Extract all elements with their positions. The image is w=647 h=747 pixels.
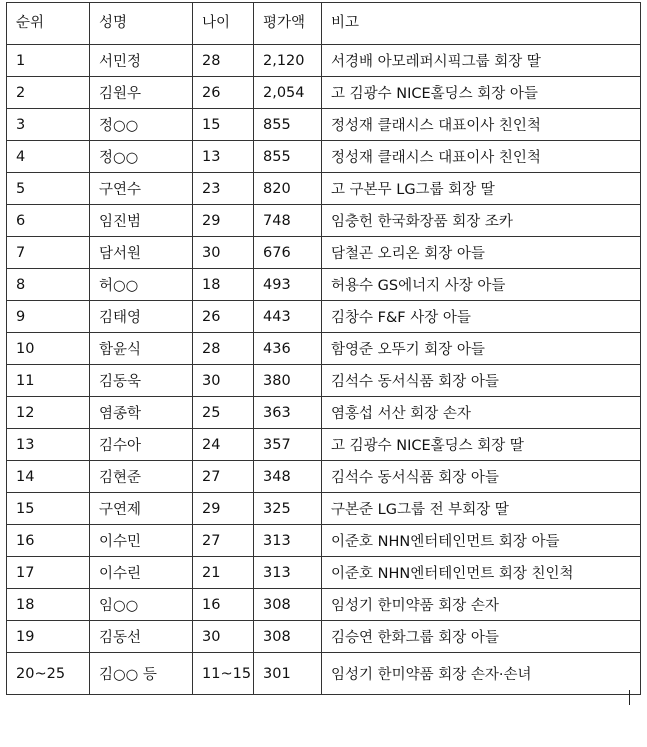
cell-name: 김수아 bbox=[90, 429, 193, 461]
cell-name: 김○○ 등 bbox=[90, 653, 193, 695]
cell-note: 김석수 동서식품 회장 아들 bbox=[322, 461, 641, 493]
cell-rank: 17 bbox=[7, 557, 90, 589]
cell-value: 325 bbox=[254, 493, 322, 525]
table-row bbox=[7, 77, 641, 109]
cell-name: 정○○ bbox=[90, 141, 193, 173]
cell-note: 임충헌 한국화장품 회장 조카 bbox=[322, 205, 641, 237]
cell-rank: 20~25 bbox=[7, 653, 90, 695]
cell-rank: 14 bbox=[7, 461, 90, 493]
cell-note: 고 김광수 NICE홀딩스 회장 딸 bbox=[322, 429, 641, 461]
header-value: 평가액 bbox=[254, 3, 322, 45]
cell-value: 308 bbox=[254, 589, 322, 621]
cell-age: 30 bbox=[193, 237, 254, 269]
cell-rank: 19 bbox=[7, 621, 90, 653]
cell-rank: 8 bbox=[7, 269, 90, 301]
cell-age: 28 bbox=[193, 45, 254, 77]
cell-note: 임성기 한미약품 회장 손자 bbox=[322, 589, 641, 621]
cell-name: 염종학 bbox=[90, 397, 193, 429]
table-row bbox=[7, 589, 641, 621]
cell-value: 363 bbox=[254, 397, 322, 429]
cell-value: 443 bbox=[254, 301, 322, 333]
cell-age: 30 bbox=[193, 621, 254, 653]
cell-name: 임○○ bbox=[90, 589, 193, 621]
cell-rank: 15 bbox=[7, 493, 90, 525]
cell-name: 이수린 bbox=[90, 557, 193, 589]
cell-age: 11~15 bbox=[193, 653, 254, 695]
cell-age: 13 bbox=[193, 141, 254, 173]
cell-age: 26 bbox=[193, 301, 254, 333]
table-row bbox=[7, 109, 641, 141]
ranking-table bbox=[6, 2, 641, 695]
cell-rank: 1 bbox=[7, 45, 90, 77]
table-row bbox=[7, 397, 641, 429]
cell-name: 김동욱 bbox=[90, 365, 193, 397]
cell-note: 허용수 GS에너지 사장 아들 bbox=[322, 269, 641, 301]
cell-age: 16 bbox=[193, 589, 254, 621]
cell-rank: 6 bbox=[7, 205, 90, 237]
cell-name: 서민정 bbox=[90, 45, 193, 77]
cell-name: 김동선 bbox=[90, 621, 193, 653]
table-row bbox=[7, 237, 641, 269]
cell-value: 357 bbox=[254, 429, 322, 461]
cell-rank: 7 bbox=[7, 237, 90, 269]
cell-age: 18 bbox=[193, 269, 254, 301]
cell-name: 이수민 bbox=[90, 525, 193, 557]
cell-name: 김태영 bbox=[90, 301, 193, 333]
table-header bbox=[7, 3, 641, 45]
cell-note: 구본준 LG그룹 전 부회장 딸 bbox=[322, 493, 641, 525]
header-note: 비고 bbox=[322, 3, 641, 45]
table-row bbox=[7, 205, 641, 237]
header-age: 나이 bbox=[193, 3, 254, 45]
cell-note: 김석수 동서식품 회장 아들 bbox=[322, 365, 641, 397]
cell-value: 436 bbox=[254, 333, 322, 365]
cell-rank: 16 bbox=[7, 525, 90, 557]
cell-note: 고 구본무 LG그룹 회장 딸 bbox=[322, 173, 641, 205]
cell-note: 염홍섭 서산 회장 손자 bbox=[322, 397, 641, 429]
cell-value: 676 bbox=[254, 237, 322, 269]
cell-age: 15 bbox=[193, 109, 254, 141]
cell-value: 820 bbox=[254, 173, 322, 205]
cell-value: 748 bbox=[254, 205, 322, 237]
cell-rank: 18 bbox=[7, 589, 90, 621]
cell-note: 이준호 NHN엔터테인먼트 회장 아들 bbox=[322, 525, 641, 557]
cell-value: 348 bbox=[254, 461, 322, 493]
cell-value: 301 bbox=[254, 653, 322, 695]
cell-age: 24 bbox=[193, 429, 254, 461]
header-row bbox=[7, 3, 641, 45]
table-row bbox=[7, 269, 641, 301]
cell-rank: 4 bbox=[7, 141, 90, 173]
cell-age: 29 bbox=[193, 493, 254, 525]
cell-value: 380 bbox=[254, 365, 322, 397]
cell-name: 김원우 bbox=[90, 77, 193, 109]
table-row bbox=[7, 141, 641, 173]
cell-age: 23 bbox=[193, 173, 254, 205]
cell-name: 정○○ bbox=[90, 109, 193, 141]
cell-rank: 3 bbox=[7, 109, 90, 141]
header-name: 성명 bbox=[90, 3, 193, 45]
cell-note: 김창수 F&F 사장 아들 bbox=[322, 301, 641, 333]
cell-age: 21 bbox=[193, 557, 254, 589]
cell-value: 2,054 bbox=[254, 77, 322, 109]
cell-note: 임성기 한미약품 회장 손자·손녀 bbox=[322, 653, 641, 695]
table-row bbox=[7, 365, 641, 397]
cell-value: 493 bbox=[254, 269, 322, 301]
table-row bbox=[7, 429, 641, 461]
cell-age: 30 bbox=[193, 365, 254, 397]
cell-note: 서경배 아모레퍼시픽그룹 회장 딸 bbox=[322, 45, 641, 77]
cell-rank: 12 bbox=[7, 397, 90, 429]
cell-note: 김승연 한화그룹 회장 아들 bbox=[322, 621, 641, 653]
table-row bbox=[7, 557, 641, 589]
cell-value: 855 bbox=[254, 141, 322, 173]
cell-rank: 10 bbox=[7, 333, 90, 365]
cell-rank: 11 bbox=[7, 365, 90, 397]
cell-age: 29 bbox=[193, 205, 254, 237]
cell-rank: 9 bbox=[7, 301, 90, 333]
cell-rank: 13 bbox=[7, 429, 90, 461]
cell-name: 허○○ bbox=[90, 269, 193, 301]
cell-note: 정성재 클래시스 대표이사 친인척 bbox=[322, 141, 641, 173]
cell-value: 855 bbox=[254, 109, 322, 141]
cell-name: 구연제 bbox=[90, 493, 193, 525]
cell-note: 이준호 NHN엔터테인먼트 회장 친인척 bbox=[322, 557, 641, 589]
table-row bbox=[7, 493, 641, 525]
cell-age: 25 bbox=[193, 397, 254, 429]
table-row bbox=[7, 461, 641, 493]
cell-value: 2,120 bbox=[254, 45, 322, 77]
cell-age: 27 bbox=[193, 525, 254, 557]
cell-value: 313 bbox=[254, 525, 322, 557]
table-row bbox=[7, 333, 641, 365]
cell-name: 담서원 bbox=[90, 237, 193, 269]
cell-name: 김현준 bbox=[90, 461, 193, 493]
cell-age: 27 bbox=[193, 461, 254, 493]
table-row bbox=[7, 621, 641, 653]
cell-name: 임진범 bbox=[90, 205, 193, 237]
table-row bbox=[7, 301, 641, 333]
cell-rank: 5 bbox=[7, 173, 90, 205]
cell-note: 담철곤 오리온 회장 아들 bbox=[322, 237, 641, 269]
cell-note: 고 김광수 NICE홀딩스 회장 아들 bbox=[322, 77, 641, 109]
cell-value: 313 bbox=[254, 557, 322, 589]
table-body bbox=[7, 45, 641, 695]
header-rank: 순위 bbox=[7, 3, 90, 45]
table-row bbox=[7, 173, 641, 205]
cell-age: 26 bbox=[193, 77, 254, 109]
cell-note: 정성재 클래시스 대표이사 친인척 bbox=[322, 109, 641, 141]
table-row bbox=[7, 653, 641, 695]
table-row bbox=[7, 525, 641, 557]
cell-rank: 2 bbox=[7, 77, 90, 109]
cell-note: 함영준 오뚜기 회장 아들 bbox=[322, 333, 641, 365]
table-row bbox=[7, 45, 641, 77]
cell-value: 308 bbox=[254, 621, 322, 653]
text-cursor bbox=[629, 690, 630, 705]
cell-name: 구연수 bbox=[90, 173, 193, 205]
cell-age: 28 bbox=[193, 333, 254, 365]
cell-name: 함윤식 bbox=[90, 333, 193, 365]
